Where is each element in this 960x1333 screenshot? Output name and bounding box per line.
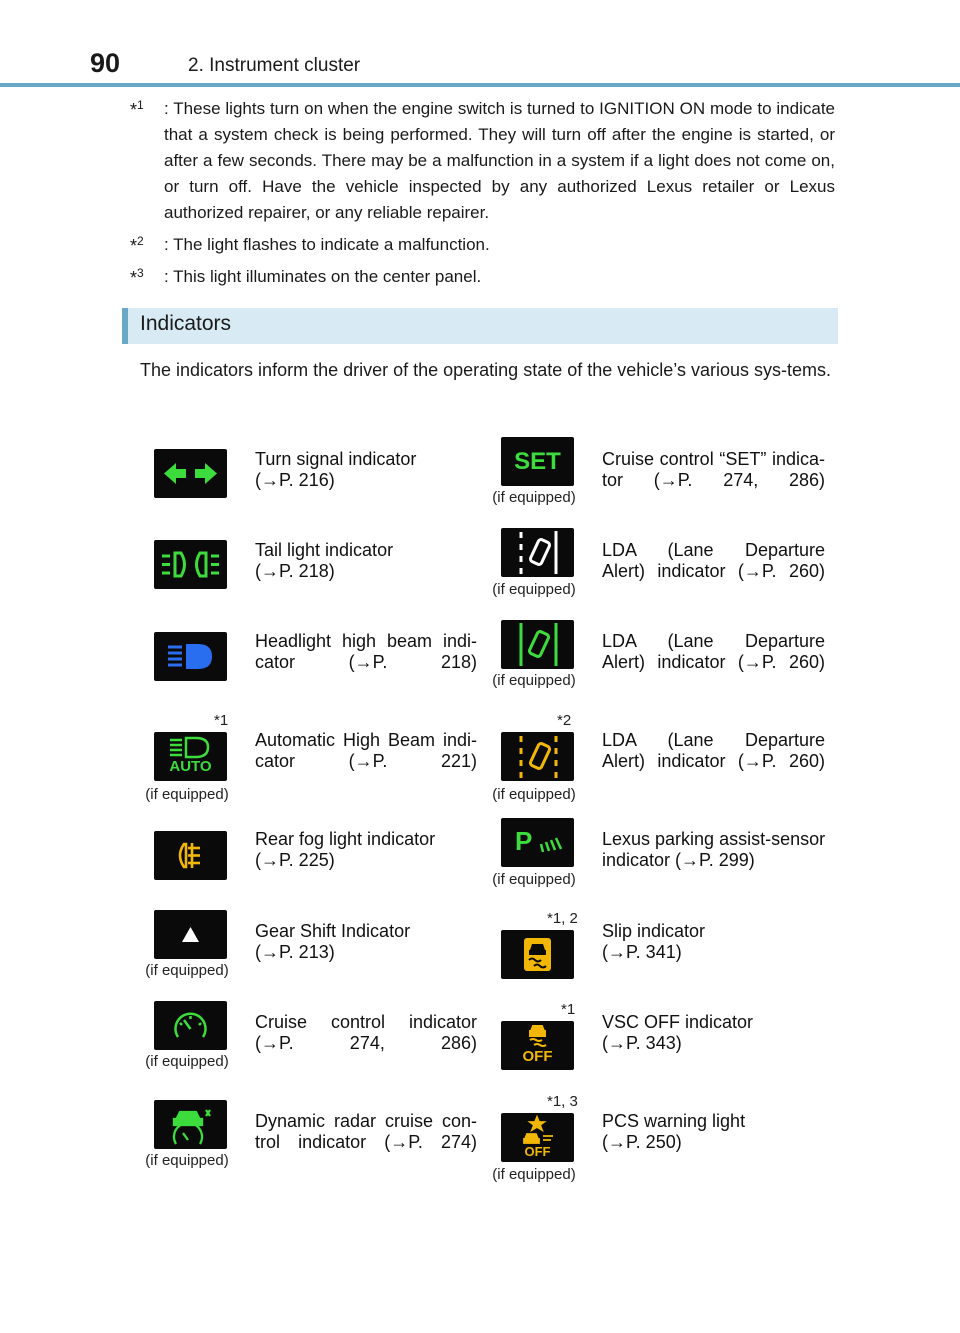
high-beam-icon bbox=[154, 632, 227, 681]
note-text: : This light illuminates on the center panel. bbox=[164, 267, 482, 286]
auto-label: AUTO bbox=[169, 758, 212, 775]
radar-cruise-icon bbox=[154, 1100, 227, 1149]
parking-assist-desc: Lexus parking assist-sensor indicator (→P. 299) bbox=[602, 829, 826, 870]
note-marker: *1, 2 bbox=[547, 910, 578, 927]
section-header bbox=[122, 308, 838, 344]
lda-amber-icon bbox=[501, 732, 574, 781]
if-equipped-caption: (if equipped) bbox=[145, 786, 229, 803]
cruise-control-icon bbox=[154, 1001, 227, 1050]
intro-paragraph: The indicators inform the driver of the operating state of the vehicle’s various sys-tems. bbox=[140, 360, 831, 380]
note-1 bbox=[130, 96, 835, 226]
cruise-set-icon bbox=[501, 437, 574, 486]
note-mark: *$^2$ bbox=[130, 234, 144, 256]
note-marker: *1, 3 bbox=[547, 1093, 578, 1110]
note-text: : These lights turn on when the engine switch is turned to IGNITION ON mode to indicate that a system check is being performed. They will turn off after the engine is started, or after a few seconds. There may be a malfunction in a system if a light does not come on, or turn off. Have the vehicle inspected by any authorized Lexus retailer or Lexus authorized repairer, or any reliable repairer. bbox=[164, 99, 835, 222]
note-2 bbox=[130, 232, 835, 258]
if-equipped-caption: (if equipped) bbox=[145, 1053, 229, 1070]
gear-shift-icon bbox=[154, 910, 227, 959]
vsc-off-desc: VSC OFF indicator (→P. 343) bbox=[602, 1012, 754, 1053]
if-equipped-caption: (if equipped) bbox=[145, 1152, 229, 1169]
section-title: Indicators bbox=[140, 312, 232, 335]
slip-icon bbox=[501, 930, 574, 979]
if-equipped-caption: (if equipped) bbox=[492, 489, 576, 506]
note-marker: *2 bbox=[557, 712, 572, 729]
parking-p-label: P bbox=[515, 826, 533, 856]
note-marker: *1 bbox=[214, 712, 229, 729]
lda-green-icon bbox=[501, 620, 574, 669]
if-equipped-caption: (if equipped) bbox=[492, 581, 576, 598]
note-3 bbox=[130, 264, 835, 290]
cruise-set-desc: Cruise control “SET” indica- tor (→P. 274, 286) bbox=[602, 449, 825, 490]
slip-desc: Slip indicator (→P. 341) bbox=[602, 921, 706, 962]
lda-icon bbox=[501, 528, 574, 577]
pcs-warning-icon bbox=[501, 1113, 574, 1162]
turn-signal-desc: Turn signal indicator (→P. 216) bbox=[255, 449, 417, 490]
if-equipped-caption: (if equipped) bbox=[492, 786, 576, 803]
cruise-control-desc: Cruise control indicator (→P. 274, 286) bbox=[255, 1012, 477, 1053]
pcs-off-label: OFF bbox=[524, 1144, 551, 1159]
if-equipped-caption: (if equipped) bbox=[492, 1166, 576, 1183]
pcs-warning-desc: PCS warning light (→P. 250) bbox=[602, 1111, 746, 1152]
rear-fog-desc: Rear fog light indicator (→P. 225) bbox=[255, 829, 436, 870]
footnotes bbox=[130, 96, 835, 296]
note-mark: *$^1$ bbox=[130, 98, 144, 120]
set-label: SET bbox=[514, 448, 561, 475]
radar-cruise-desc: Dynamic radar cruise con- trol indicator (→P. 274) bbox=[255, 1111, 477, 1152]
turn-signal-icon bbox=[154, 449, 227, 498]
auto-high-beam-desc: Automatic High Beam indi- cator (→P. 221) bbox=[255, 730, 477, 771]
vsc-off-label: OFF bbox=[522, 1048, 553, 1065]
note-marker: *1 bbox=[561, 1001, 576, 1018]
gear-shift-desc: Gear Shift Indicator (→P. 213) bbox=[255, 921, 411, 962]
rear-fog-icon bbox=[154, 831, 227, 880]
if-equipped-caption: (if equipped) bbox=[145, 962, 229, 979]
parking-assist-icon bbox=[501, 818, 574, 867]
lda-desc: LDA (Lane Departure Alert) indicator (→P. 260) bbox=[602, 540, 825, 581]
header-rule bbox=[0, 83, 960, 87]
chapter-title: 2. Instrument cluster bbox=[188, 55, 361, 76]
if-equipped-caption: (if equipped) bbox=[492, 871, 576, 888]
page-number: 90 bbox=[90, 48, 121, 78]
tail-light-icon bbox=[154, 540, 227, 589]
high-beam-desc: Headlight high beam indi- cator (→P. 218) bbox=[255, 631, 477, 672]
lda-amber-desc: LDA (Lane Departure Alert) indicator (→P. 260) bbox=[602, 730, 825, 771]
vsc-off-icon bbox=[501, 1021, 574, 1070]
note-text: : The light flashes to indicate a malfunction. bbox=[164, 235, 490, 254]
if-equipped-caption: (if equipped) bbox=[492, 672, 576, 689]
page-header bbox=[0, 0, 960, 88]
note-mark: *$^3$ bbox=[130, 266, 144, 288]
lda-green-desc: LDA (Lane Departure Alert) indicator (→P. 260) bbox=[602, 631, 825, 672]
tail-light-desc: Tail light indicator (→P. 218) bbox=[255, 540, 394, 581]
